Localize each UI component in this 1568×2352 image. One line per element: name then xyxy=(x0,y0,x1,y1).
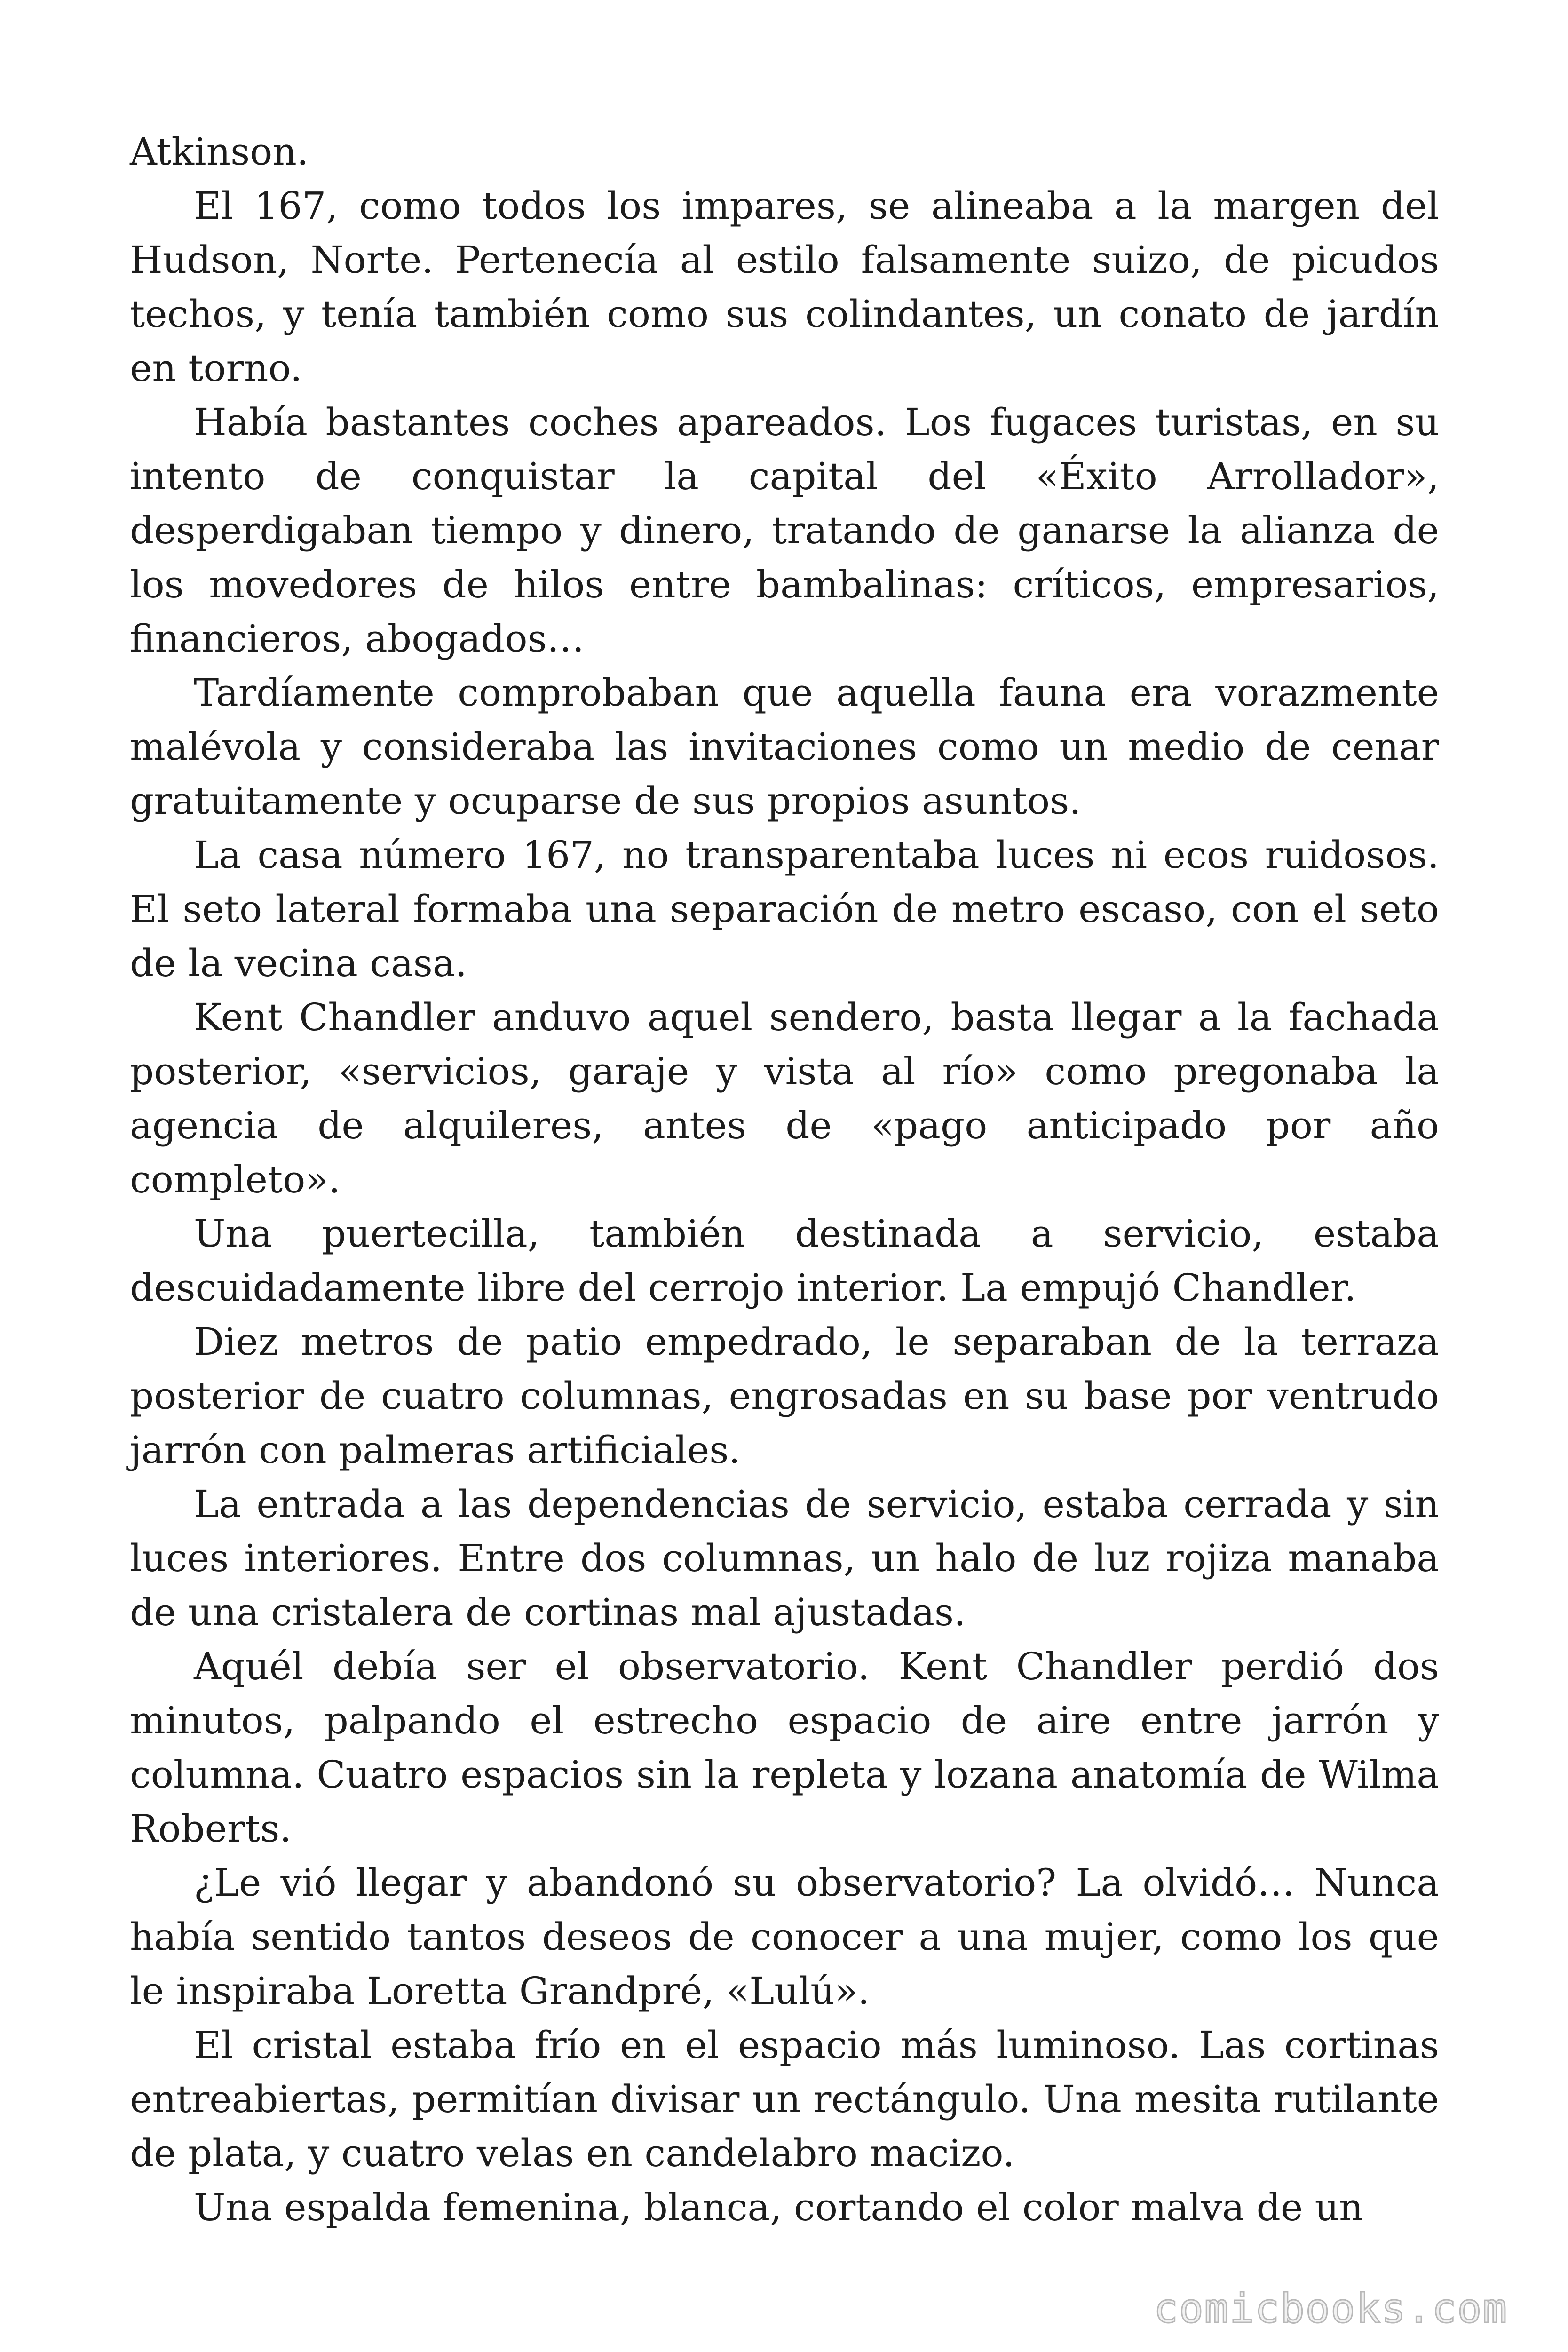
watermark: comicbooks.com xyxy=(1154,2285,1508,2332)
paragraph-5: La casa número 167, no transparentaba luces ni ecos ruidosos. El seto lateral formaba una separación de metro escaso, con el seto de la vecina casa. xyxy=(130,833,1439,985)
paragraph-12: El cristal estaba frío en el espacio más luminoso. Las cortinas entreabiertas, permitían divisar un rectángulo. Una mesita rutilante de plata, y cuatro velas en candelabro macizo. xyxy=(130,2023,1439,2175)
paragraph-8: Diez metros de patio empedrado, le separaban de la terraza posterior de cuatro columnas, engrosadas en su base por ventrudo jarrón con palmeras artificiales. xyxy=(130,1320,1439,1472)
paragraph-3: Había bastantes coches apareados. Los fugaces turistas, en su intento de conquistar la capital del «Éxito Arrollador», desperdigaban tiempo y dinero, tratando de ganarse la alianza de los movedores de hilos entre bambalinas: críticos, empresarios, financieros, abogados… xyxy=(130,400,1439,660)
paragraph-9: La entrada a las dependencias de servicio, estaba cerrada y sin luces interiores. Entre dos columnas, un halo de luz rojiza manaba de una cristalera de cortinas mal ajustadas. xyxy=(130,1482,1439,1634)
paragraph-6: Kent Chandler anduvo aquel sendero, basta llegar a la fachada posterior, «servicios, garaje y vista al río» como pregonaba la agencia de alquileres, antes de «pago anticipado por año completo». xyxy=(130,995,1439,1201)
page-text xyxy=(130,125,1439,2234)
paragraph-10: Aquél debía ser el observatorio. Kent Chandler perdió dos minutos, palpando el estrecho espacio de aire entre jarrón y columna. Cuatro espacios sin la repleta y lozana anatomía de Wilma Roberts. xyxy=(130,1645,1439,1851)
paragraph-1: Atkinson. xyxy=(130,130,309,174)
paragraph-4: Tardíamente comprobaban que aquella fauna era vorazmente malévola y consideraba las invitaciones como un medio de cenar gratuitamente y ocuparse de sus propios asuntos. xyxy=(130,671,1439,823)
paragraph-7: Una puertecilla, también destinada a servicio, estaba descuidadamente libre del cerrojo interior. La empujó Chandler. xyxy=(130,1212,1439,1310)
paragraph-2: El 167, como todos los impares, se alineaba a la margen del Hudson, Norte. Pertenecía al estilo falsamente suizo, de picudos techos, y tenía también como sus colindantes, un conato de jardín en torno. xyxy=(130,184,1439,390)
paragraph-11: ¿Le vió llegar y abandonó su observatorio? La olvidó… Nunca había sentido tantos deseos de conocer a una mujer, como los que le inspiraba Loretta Grandpré, «Lulú». xyxy=(130,1861,1439,2013)
paragraph-13: Una espalda femenina, blanca, cortando el color malva de un xyxy=(194,2185,1363,2229)
